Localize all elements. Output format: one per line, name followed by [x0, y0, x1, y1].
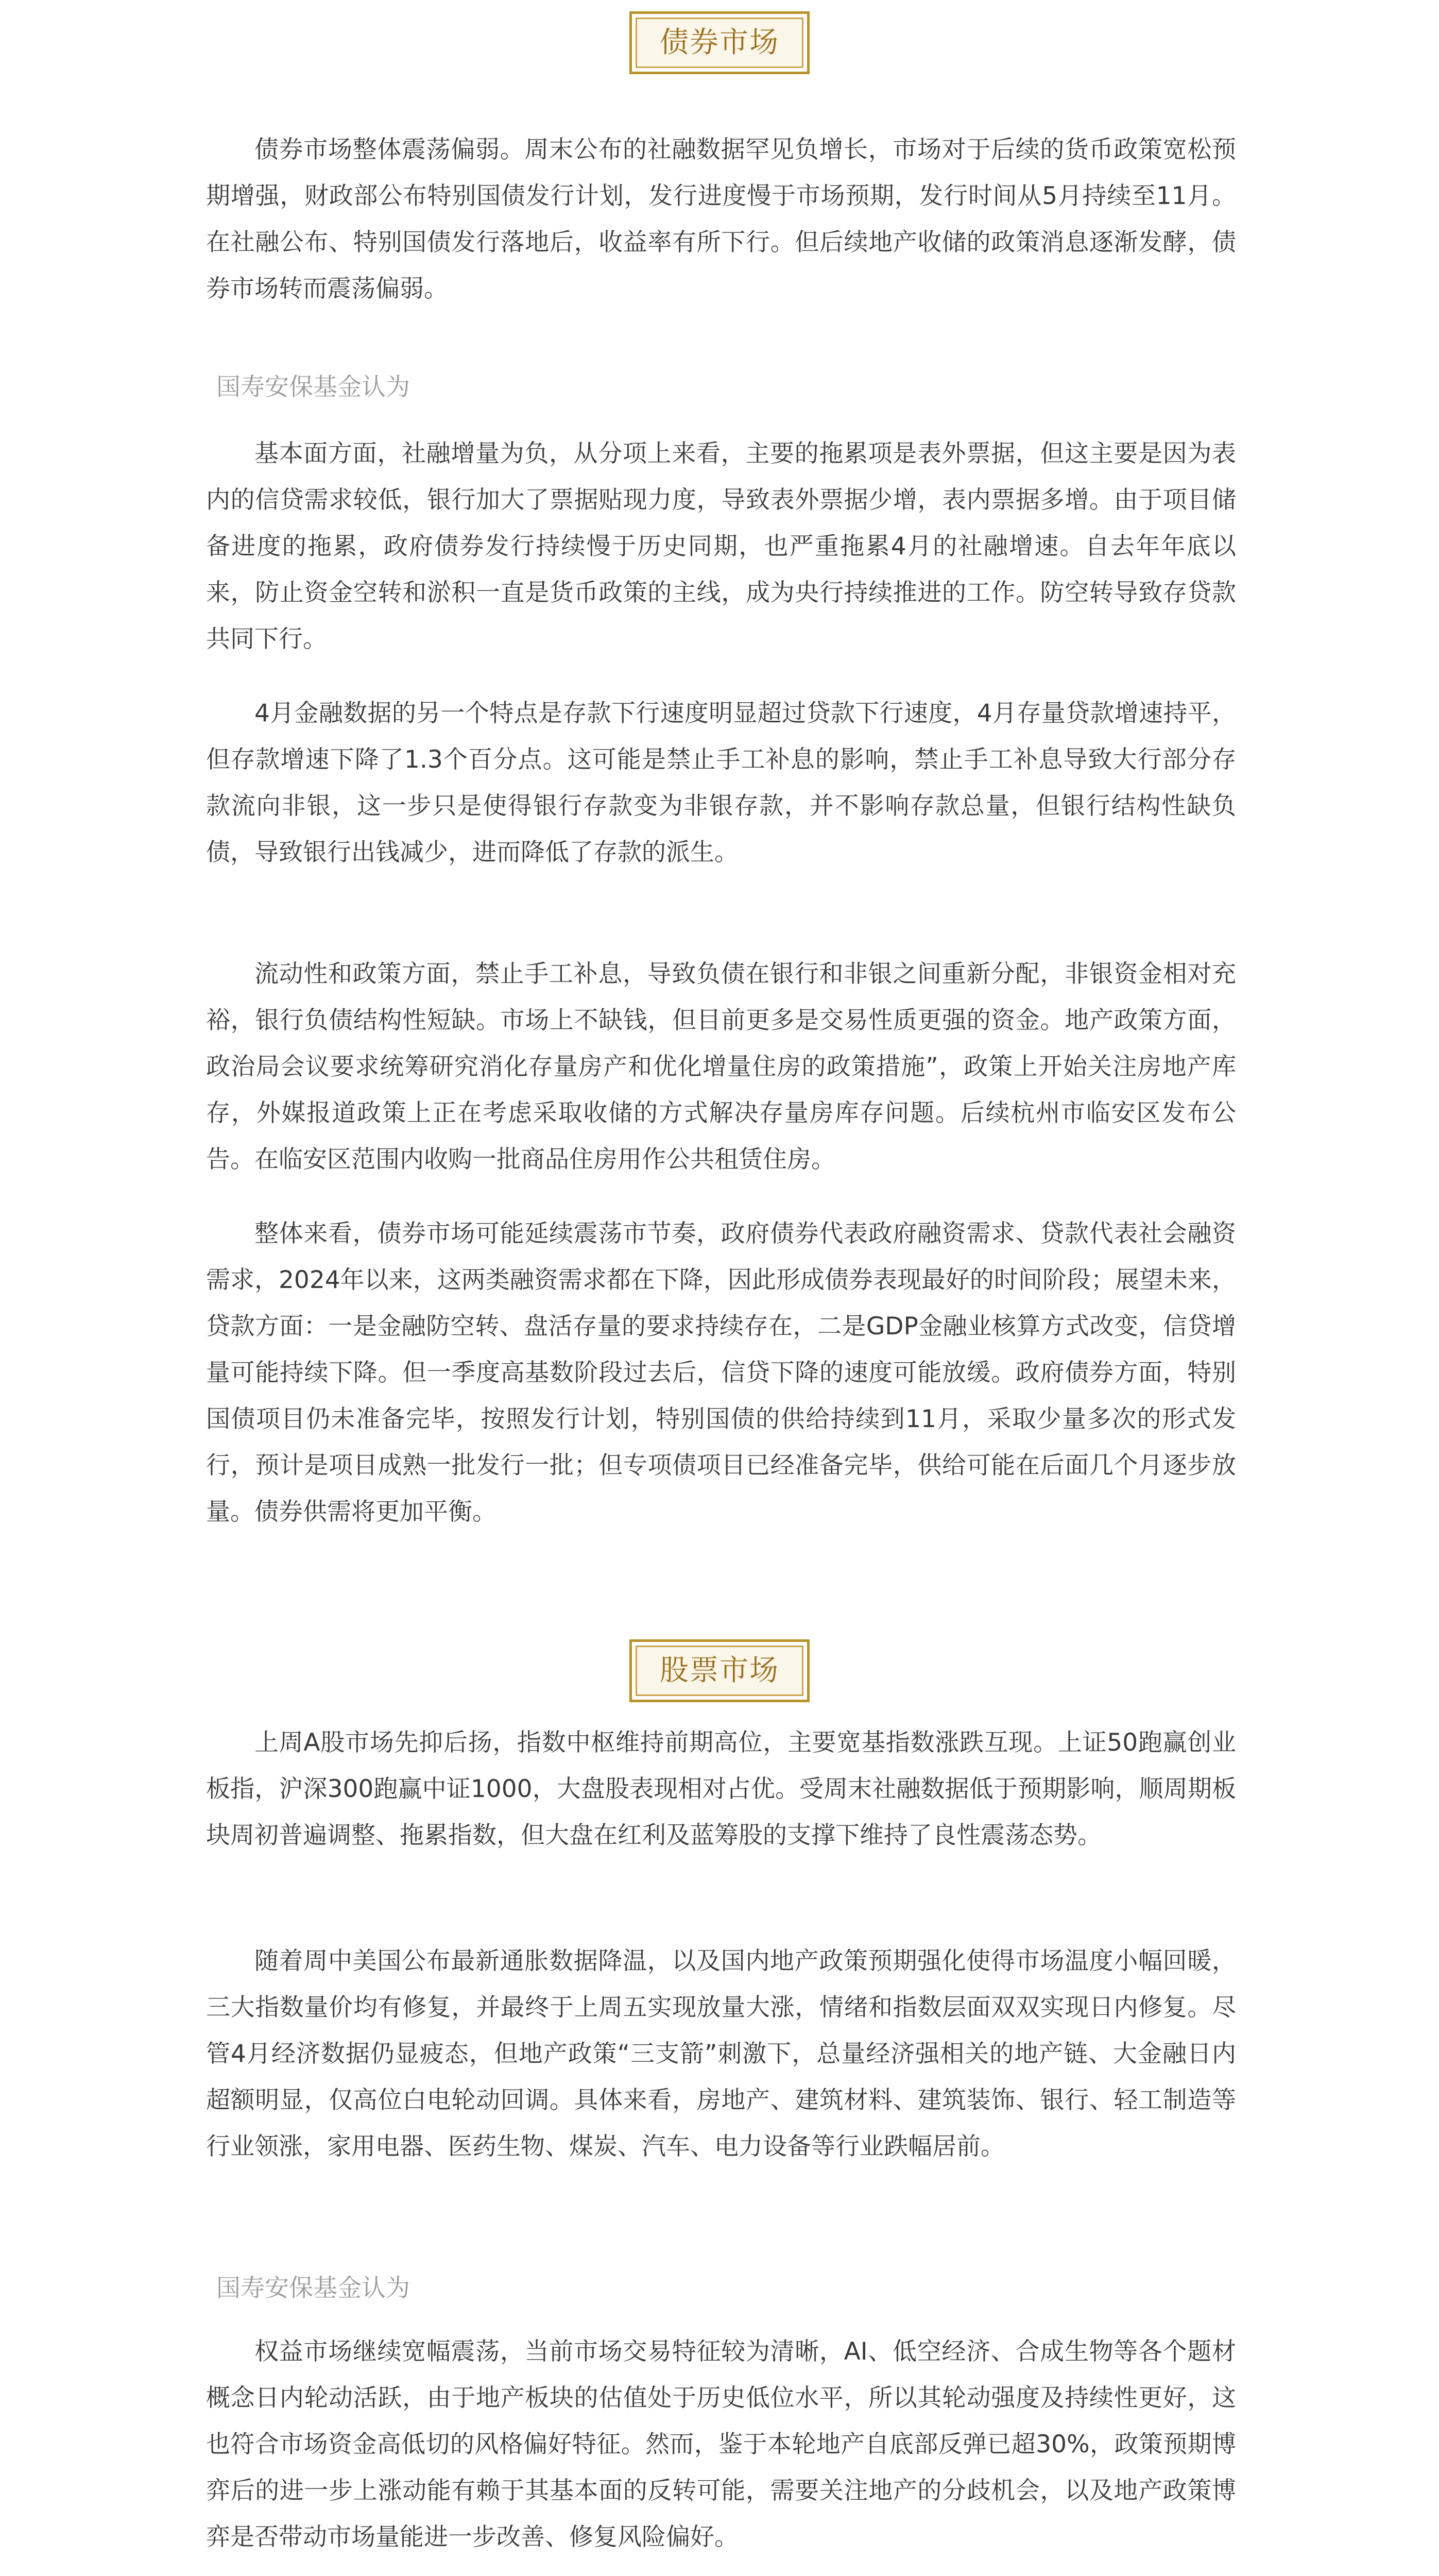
bond-paragraph-4: 整体来看，债券市场可能延续震荡市节奏，政府债券代表政府融资需求、贷款代表社会融资需求，2024年以来，这两类融资需求都在下降，因此形成债券表现最好的时间阶段；展望未来，贷款方面：一是金融防空转、盘活存量的要求持续存在，二是GDP金融业核算方式改变，信贷增量可能持续下降。但一季度高基数阶段过去后，信贷下降的速度可能放缓。政府债券方面，特别国债项目仍未准备完毕，按照发行计划，特别国债的供给持续到11月，采取少量多次的形式发行，预计是项目成熟一批发行一批；但专项债项目已经准备完毕，供给可能在后面几个月逐步放量。债券供需将更加平衡。	[206, 1219, 1236, 1526]
stock-intro-block-2	[206, 1938, 1236, 2170]
stock-intro-paragraph-2: 随着周中美国公布最新通胀数据降温，以及国内地产政策预期强化使得市场温度小幅回暖，三大指数量价均有修复，并最终于上周五实现放量大涨，情绪和指数层面双双实现日内修复。尽管4月经济数据仍显疲态，但地产政策“三支箭”刺激下，总量经济强相关的地产链、大金融日内超额明显，仅高位白电轮动回调。具体来看，房地产、建筑材料、建筑装饰、银行、轻工制造等行业领涨，家用电器、医药生物、煤炭、汽车、电力设备等行业跌幅居前。	[206, 1947, 1236, 2161]
stock-section-header	[629, 1639, 810, 1702]
bond-paragraph-1: 基本面方面，社融增量为负，从分项上来看，主要的拖累项是表外票据，但这主要是因为表内的信贷需求较低，银行加大了票据贴现力度，导致表外票据少增，表内票据多增。由于项目储备进度的拖累，政府债券发行持续慢于历史同期，也严重拖累4月的社融增速。自去年年底以来，防止资金空转和淤积一直是货币政策的主线，成为央行持续推进的工作。防空转导致存贷款共同下行。	[206, 439, 1236, 653]
bond-section-title: 债券市场	[636, 18, 803, 68]
bond-intro-paragraph: 债券市场整体震荡偏弱。周末公布的社融数据罕见负增长，市场对于后续的货币政策宽松预期增强，财政部公布特别国债发行计划，发行进度慢于市场预期，发行时间从5月持续至11月。在社融公布、特别国债发行落地后，收益率有所下行。但后续地产收储的政策消息逐渐发酵，债券市场转而震荡偏弱。	[206, 135, 1236, 303]
bond-paragraph-2: 4月金融数据的另一个特点是存款下行速度明显超过贷款下行速度，4月存量贷款增速持平，但存款增速下降了1.3个百分点。这可能是禁止手工补息的影响，禁止手工补息导致大行部分存款流向非银，这一步只是使得银行存款变为非银存款，并不影响存款总量，但银行结构性缺负债，导致银行出钱减少，进而降低了存款的派生。	[206, 699, 1236, 867]
bond-fund-view-label: 国寿安保基金认为	[216, 373, 410, 401]
bond-paragraph-1-block	[206, 431, 1236, 663]
stock-intro-block-1	[206, 1720, 1236, 1859]
bond-paragraph-4-block	[206, 1211, 1236, 1535]
bond-paragraph-3: 流动性和政策方面，禁止手工补息，导致负债在银行和非银之间重新分配，非银资金相对充裕，银行负债结构性短缺。市场上不缺钱，但目前更多是交易性质更强的资金。地产政策方面，政治局会议要求统筹研究消化存量房产和优化增量住房的政策措施”，政策上开始关注房地产库存，外媒报道政策上正在考虑采取收储的方式解决存量房库存问题。后续杭州市临安区发布公告。在临安区范围内收购一批商品住房用作公共租赁住房。	[206, 960, 1236, 1174]
bond-section-header	[629, 11, 810, 74]
bond-paragraph-3-block	[206, 951, 1236, 1183]
bond-intro-block	[206, 127, 1236, 312]
stock-paragraph-1-block	[206, 2329, 1236, 2561]
stock-paragraph-1: 权益市场继续宽幅震荡，当前市场交易特征较为清晰，AI、低空经济、合成生物等各个题材概念日内轮动活跃，由于地产板块的估值处于历史低位水平，所以其轮动强度及持续性更好，这也符合市场资金高低切的风格偏好特征。然而，鉴于本轮地产自底部反弹已超30%，政策预期博弈后的进一步上涨动能有赖于其基本面的反转可能，需要关注地产的分歧机会，以及地产政策博弈是否带动市场量能进一步改善、修复风险偏好。	[206, 2337, 1236, 2551]
bond-paragraph-2-block	[206, 690, 1236, 876]
stock-intro-paragraph-1: 上周A股市场先抑后扬，指数中枢维持前期高位，主要宽基指数涨跌互现。上证50跑赢创业板指，沪深300跑赢中证1000，大盘股表现相对占优。受周末社融数据低于预期影响，顺周期板块周初普遍调整、拖累指数，但大盘在红利及蓝筹股的支撑下维持了良性震荡态势。	[206, 1728, 1236, 1850]
stock-section-title: 股票市场	[636, 1646, 803, 1696]
stock-fund-view-label: 国寿安保基金认为	[216, 2274, 410, 2302]
